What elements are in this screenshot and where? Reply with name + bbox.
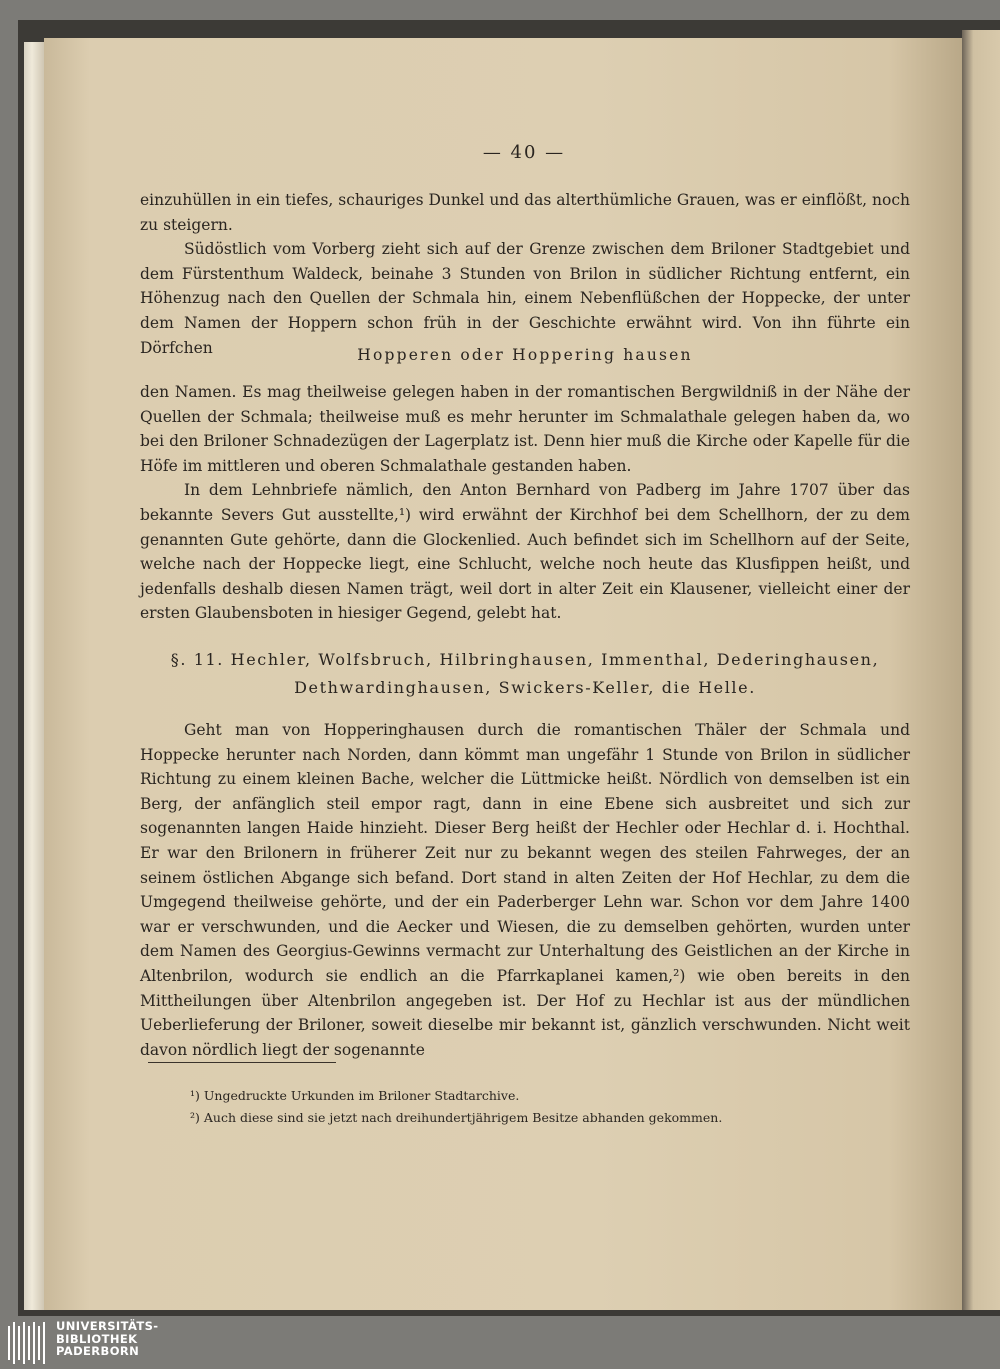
text-block-bottom [140,718,910,1062]
library-logo-text [56,1320,158,1358]
footnote-1: ¹) Ungedruckte Urkunden im Briloner Stadtarchive. [190,1088,520,1103]
paragraph: Geht man von Hopperinghausen durch die romantischen Thäler der Schmala und Hoppecke herunter nach Norden, dann kömmt man ungefähr 1 Stunde von Brilon in südlicher Richtung zu einem kleinen Bache, welcher die Lüttmicke heißt. Nördlich von demselben ist ein Berg, der anfänglich steil empor ragt, dann in eine Ebene sich ausbreitet und sich zur sogenannten langen Haide hinzieht. Dieser Berg heißt der Hechler oder Hechlar d. i. Hochthal. Er war den Brilonern in früherer Zeit nur zu bekannt wegen des steilen Fahrweges, der an seinem östlichen Abgange sich befand. Dort stand in alten Zeiten der Hof Hechlar, zu dem die Umgegend theilweise gehörte, und der ein Paderberger Lehn war. Schon vor dem Jahre 1400 war er verschwunden, und die Aecker und Wiesen, die zu demselben gehörten, wurden unter dem Namen des Georgius-Gewinns vermacht zur Unterhaltung des Geistlichen an der Kirche in Altenbrilon, wodurch sie endlich an die Pfarrkaplanei kamen,²) wie oben bereits in den Mittheilungen über Altenbrilon angegeben ist. Der Hof zu Hechlar ist aus der mündlichen Ueberlieferung der Briloner, soweit dieselbe mir bekannt ist, gänzlich verschwunden. Nicht weit davon nördlich liegt der sogenannte [140,721,910,1059]
section-heading-line-1: §. 11. Hechler, Wolfsbruch, Hilbringhausen, Immenthal, Dederinghausen, [170,650,880,669]
next-page-edge [962,30,1000,1310]
section-heading-line-2: Dethwardinghausen, Swickers-Keller, die Helle. [294,678,756,697]
paragraph: den Namen. Es mag theilweise gelegen haben in der romantischen Bergwildniß in der Nähe der Quellen der Schmala; theilweise muß es mehr herunter im Schmalathale gelegen haben da, wo bei den Briloner Schnadezügen der Lagerplatz ist. Denn hier muß die Kirche oder Kapelle für die Höfe im mittleren und oberen Schmalathale gestanden haben. [140,383,910,475]
footnote-divider [148,1062,336,1063]
text-block-middle [140,380,910,626]
library-logo-icon [4,1320,48,1366]
paragraph: einzuhüllen in ein tiefes, schauriges Dunkel und das alterthümliche Grauen, was er einflößt, noch zu steigern. [140,191,910,234]
page-stack-edge [24,42,44,1310]
paragraph: In dem Lehnbriefe nämlich, den Anton Bernhard von Padberg im Jahre 1707 über das bekannte Severs Gut ausstellte,¹) wird erwähnt der Kirchhof bei dem Schellhorn, der zu dem genannten Gute gehörte, dann die Glockenlied. Auch befindet sich im Schellhorn auf der Seite, welche nach der Hoppecke liegt, eine Schlucht, welche noch heute das Klusfippen heißt, und jedenfalls deshalb diesen Namen trägt, weil dort in alter Zeit ein Klausener, vielleicht einer der ersten Glaubensboten in hiesiger Gegend, gelebt hat. [140,481,910,623]
library-name-line-3: PADERBORN [56,1344,140,1359]
footnotes [190,1085,810,1129]
footnote-2: ²) Auch diese sind sie jetzt nach dreihundertjährigem Besitze abhanden gekommen. [190,1110,723,1125]
book-page [44,38,962,1310]
page-number: — 40 — [482,142,566,163]
library-name-line-2: BIBLIOTHEK [56,1331,138,1346]
text-block-top [140,188,910,360]
paragraph: Südöstlich vom Vorberg zieht sich auf der Grenze zwischen dem Briloner Stadtgebiet und dem Fürstenthum Waldeck, beinahe 3 Stunden von Brilon in südlicher Richtung entfernt, ein Höhenzug nach den Quellen der Schmala hin, einem Nebenflüßchen der Hoppecke, der unter dem Namen der Hoppern schon früh in der Geschichte erwähnt wird. Von ihn führte ein Dörfchen [140,240,910,357]
library-name-line-1: UNIVERSITÄTS- [56,1319,159,1333]
spaced-place-name: Hopperen oder Hoppering hausen [357,346,693,364]
